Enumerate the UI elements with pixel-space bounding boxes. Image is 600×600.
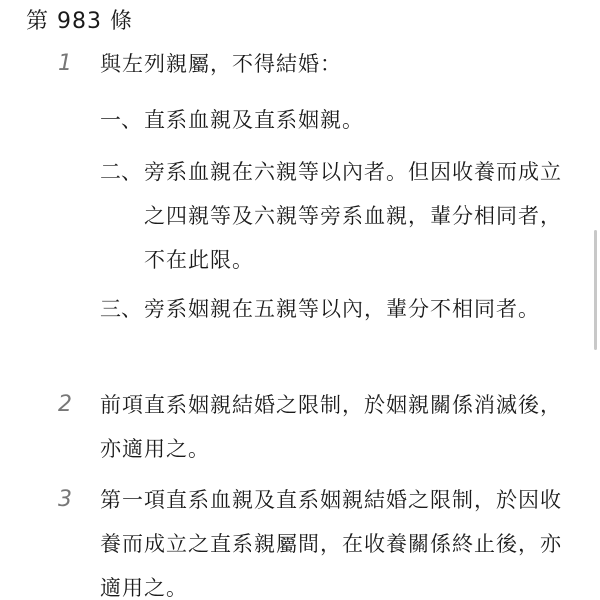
paragraph-number: 1 <box>58 51 72 76</box>
paragraph-text: 與左列親屬，不得結婚： <box>100 52 342 76</box>
item-text: 旁系姻親在五親等以內，輩分不相同者。 <box>144 297 540 321</box>
paragraph-number: 2 <box>58 392 72 417</box>
item-text: 旁系血親在六親等以內者。但因收養而成立之四親等及六親等旁系血親，輩分相同者，不在此限。 <box>144 160 562 272</box>
scrollbar[interactable] <box>594 230 597 350</box>
article-title: 第 983 條 <box>26 9 133 34</box>
item-mark: 一、 <box>100 108 142 132</box>
item-text: 直系血親及直系姻親。 <box>144 108 364 132</box>
paragraph-number: 3 <box>58 487 72 512</box>
paragraph-text: 前項直系姻親結婚之限制，於姻親關係消滅後，亦適用之。 <box>100 393 562 461</box>
item-mark: 三、 <box>100 297 142 321</box>
paragraph-text: 第一項直系血親及直系姻親結婚之限制，於因收養而成立之直系親屬間，在收養關係終止後，亦適用之。 <box>100 488 562 600</box>
item-mark: 二、 <box>100 160 142 184</box>
